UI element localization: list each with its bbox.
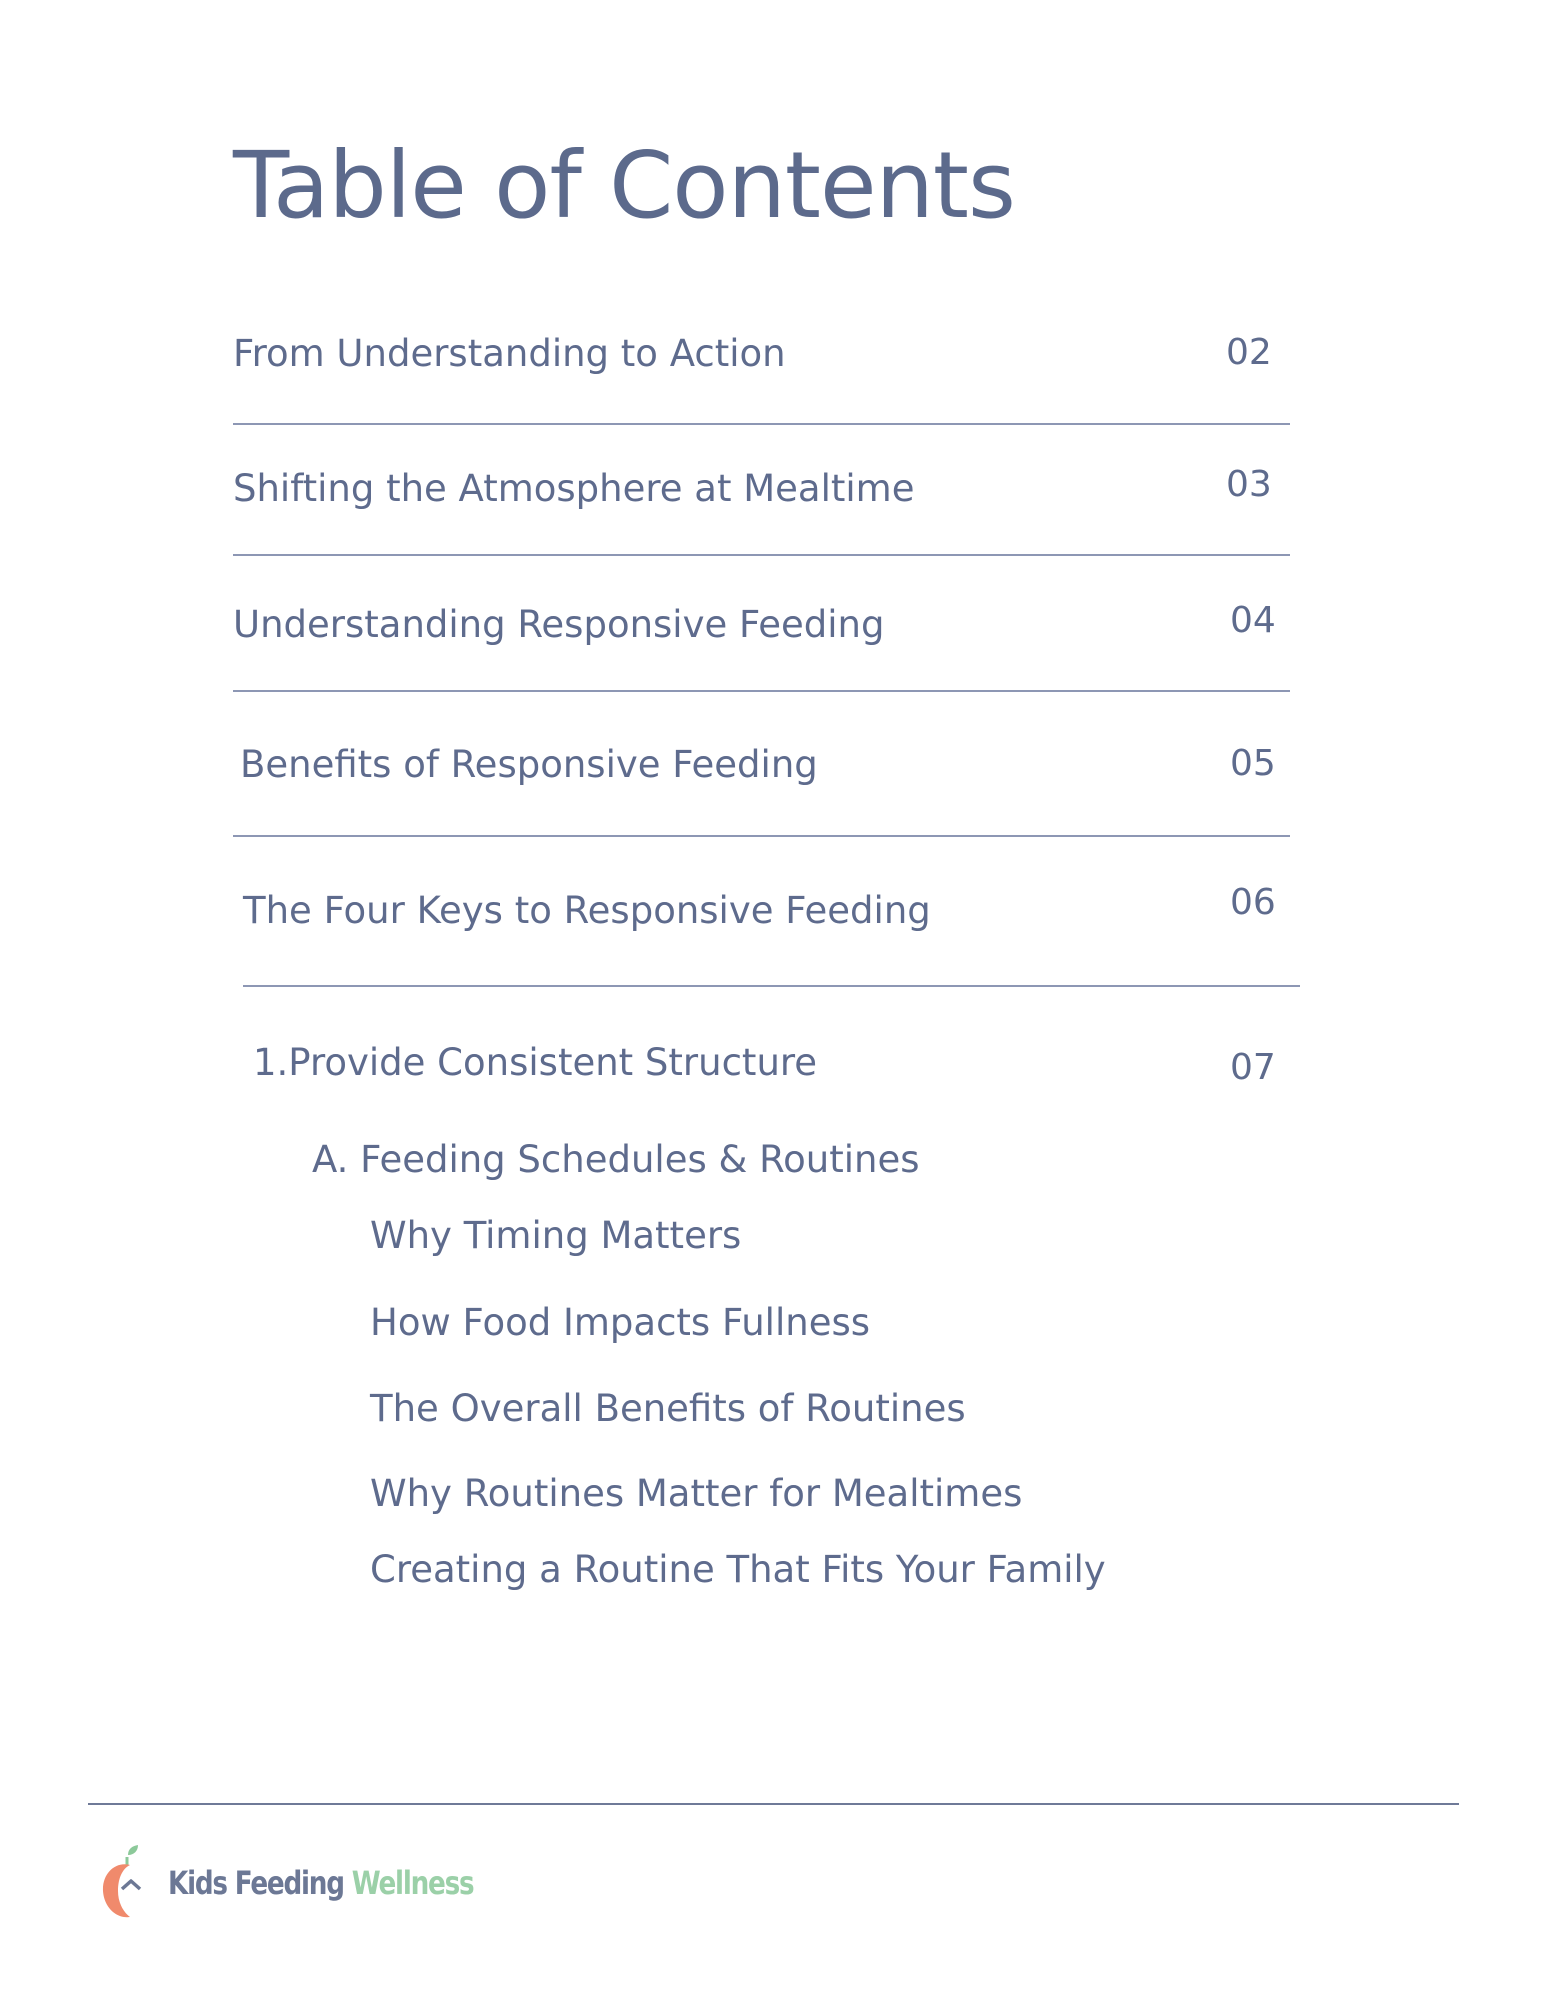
toc-entry-page: 03 — [1226, 464, 1272, 505]
toc-entry-title[interactable]: Shifting the Atmosphere at Mealtime — [233, 467, 915, 510]
brand-name-part1: Kids Feeding — [168, 1864, 344, 1902]
toc-divider — [243, 985, 1300, 987]
toc-entry-title[interactable]: Understanding Responsive Feeding — [233, 603, 885, 646]
toc-entry-title[interactable]: The Four Keys to Responsive Feeding — [243, 889, 931, 932]
toc-subsection-item[interactable]: Creating a Routine That Fits Your Family — [370, 1548, 1106, 1591]
brand-name — [168, 1864, 473, 1902]
toc-entry-title[interactable]: Benefits of Responsive Feeding — [240, 743, 818, 786]
toc-entry-page: 06 — [1230, 882, 1276, 923]
brand-logo — [100, 1843, 540, 1923]
toc-divider — [233, 835, 1290, 837]
toc-subsection-item[interactable]: Why Timing Matters — [370, 1214, 742, 1257]
toc-divider — [233, 690, 1290, 692]
toc-entry-page: 04 — [1230, 600, 1276, 641]
toc-divider — [233, 554, 1290, 556]
toc-entry-title[interactable]: 1.Provide Consistent Structure — [253, 1041, 818, 1084]
page-title: Table of Contents — [233, 132, 1015, 239]
toc-divider — [233, 423, 1290, 425]
toc-subsection-item[interactable]: How Food Impacts Fullness — [370, 1301, 871, 1344]
peach-logo-icon — [100, 1845, 156, 1921]
toc-entry-page: 05 — [1230, 743, 1276, 784]
toc-entry-title[interactable]: From Understanding to Action — [233, 332, 786, 375]
footer-divider — [88, 1803, 1459, 1805]
toc-entry-page: 07 — [1230, 1047, 1276, 1088]
toc-entry-page: 02 — [1226, 332, 1272, 373]
toc-subsection-heading[interactable]: A. Feeding Schedules & Routines — [312, 1138, 920, 1181]
toc-subsection-item[interactable]: The Overall Benefits of Routines — [370, 1387, 966, 1430]
toc-subsection-item[interactable]: Why Routines Matter for Mealtimes — [370, 1472, 1023, 1515]
brand-name-part2: Wellness — [351, 1864, 474, 1902]
